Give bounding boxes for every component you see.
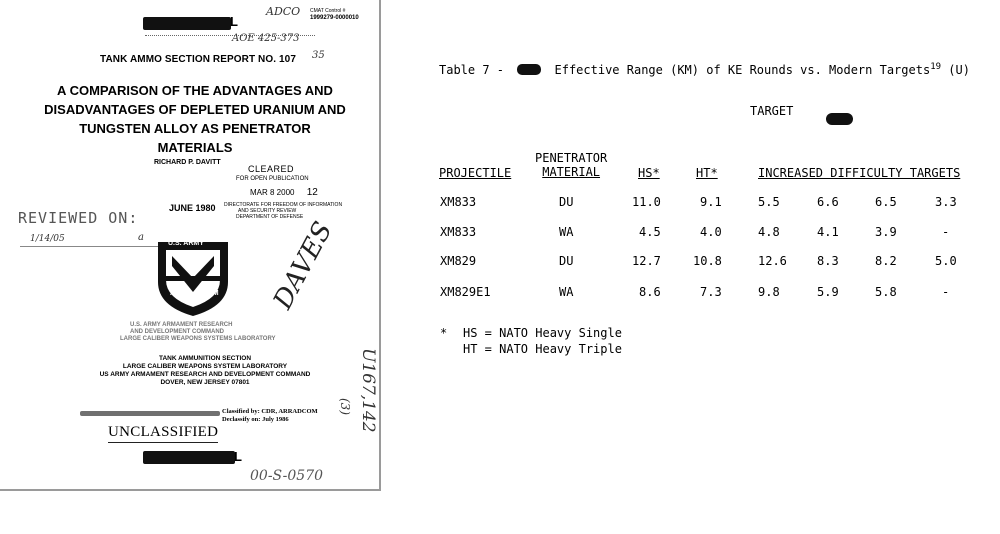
cell-t1: 12.6 (758, 254, 787, 268)
cell-hs: 4.5 (639, 225, 661, 239)
caption-main: Effective Range (KM) of KE Rounds vs. Modern Targets (554, 63, 931, 77)
faded-address-block (100, 322, 340, 343)
cmat-control-label: CMAT Control # (310, 8, 346, 14)
cell-t4: - (942, 225, 950, 239)
faded-line-2: AND DEVELOPMENT COMMAND (130, 329, 224, 335)
address-line-4: DOVER, NEW JERSEY 07801 (160, 379, 250, 386)
caption-redaction (517, 64, 541, 75)
redaction-bar-bottom (143, 451, 235, 464)
table-caption (439, 62, 970, 77)
col-header-material-1: PENETRATOR (535, 151, 608, 165)
cleared-directorate-3: DEPARTMENT OF DEFENSE (236, 214, 304, 220)
cell-projectile: XM829E1 (440, 285, 491, 299)
cell-t2: 6.6 (817, 195, 839, 209)
col-header-projectile: PROJECTILE (439, 166, 512, 180)
title-line-2: DISADVANTAGES OF DEPLETED URANIUM AND (44, 102, 346, 117)
unclassified-label: UNCLASSIFIED (108, 424, 219, 440)
reviewed-initials: a (138, 232, 144, 243)
col-header-ht: HT* (696, 166, 718, 180)
handwritten-bottom-code: 00-S-0570 (250, 468, 324, 484)
cell-material: WA (559, 285, 574, 299)
cmat-control-number: 1999279-0000010 (310, 15, 359, 21)
title-line-3: TUNGSTEN ALLOY AS PENETRATOR MATERIALS (79, 121, 311, 155)
cmat-control-block (310, 8, 359, 22)
cell-material: WA (559, 225, 574, 239)
address-line-3: US ARMY ARMAMENT RESEARCH AND DEVELOPMENT COMMAND (99, 371, 311, 378)
cell-t2: 4.1 (817, 225, 839, 239)
target-redaction (826, 113, 853, 125)
report-number: TANK AMMO SECTION REPORT NO. 107 (100, 54, 296, 65)
reviewed-on-stamp: REVIEWED ON: (18, 209, 139, 227)
cell-hs: 11.0 (632, 195, 661, 209)
footnote-star: * (440, 326, 448, 340)
col-header-hs: HS* (638, 166, 660, 180)
cell-hs: 8.6 (639, 285, 661, 299)
cover-stray-l: L (230, 14, 238, 29)
cleared-stamp (224, 164, 346, 220)
cell-ht: 10.8 (693, 254, 722, 268)
cell-ht: 7.3 (700, 285, 722, 299)
cell-t1: 9.8 (758, 285, 780, 299)
caption-superscript: 19 (930, 62, 942, 72)
cell-ht: 4.0 (700, 225, 722, 239)
faded-line-1: U.S. ARMY ARMAMENT RESEARCH (130, 322, 233, 328)
address-line-1: TANK AMMUNITION SECTION (158, 355, 252, 362)
cell-material: DU (559, 195, 574, 209)
cover-page (0, 0, 381, 491)
col-header-material (535, 151, 607, 179)
cell-projectile: XM829 (440, 254, 477, 268)
cell-t3: 6.5 (875, 195, 897, 209)
cell-t2: 8.3 (817, 254, 839, 268)
cell-t3: 3.9 (875, 225, 897, 239)
report-date: JUNE 1980 (169, 203, 216, 213)
cleared-day: 12 (306, 187, 318, 198)
seal-bottom-text: ARRADCOM (170, 290, 220, 297)
cleared-directorate-2: AND SECURITY REVIEW (238, 208, 297, 214)
handwritten-ref-code: AOE 425-373 (232, 33, 300, 44)
reviewed-underline (20, 246, 160, 247)
address-line-2: LARGE CALIBER WEAPONS SYSTEM LABORATORY (122, 363, 288, 370)
cell-t4: 3.3 (935, 195, 957, 209)
seal-top-text: U.S. ARMY (168, 240, 204, 247)
classified-by: Classified by: CDR, ARRADCOM (222, 408, 318, 415)
cell-t3: 8.2 (875, 254, 897, 268)
report-title (40, 81, 350, 157)
caption-suffix: (U) (948, 63, 970, 77)
reviewed-date: 1/14/05 (30, 234, 65, 244)
redaction-bar-top (143, 17, 231, 30)
cleared-directorate-1: DIRECTORATE FOR FREEDOM OF INFORMATION (224, 202, 343, 208)
handwritten-signature: DAVES (268, 217, 339, 315)
cell-material: DU (559, 254, 574, 268)
col-header-increased: INCREASED DIFFICULTY TARGETS (758, 166, 961, 180)
cell-t4: 5.0 (935, 254, 957, 268)
caption-prefix: Table 7 - (439, 63, 505, 77)
author-name: RICHARD P. DAVITT (154, 159, 221, 166)
cleared-sub: FOR OPEN PUBLICATION (236, 176, 309, 182)
redaction-bar-mid (80, 411, 220, 416)
handwritten-side-count: (3) (338, 398, 352, 415)
handwritten-page-number: 35 (312, 50, 325, 61)
cell-t1: 4.8 (758, 225, 780, 239)
declassify-on: Declassify on: July 1986 (222, 416, 289, 423)
unclassified-underline (108, 442, 218, 443)
cell-t4: - (942, 285, 950, 299)
arradcom-seal-icon (152, 236, 234, 318)
cleared-date-row (236, 188, 346, 198)
cell-projectile: XM833 (440, 225, 477, 239)
footnote-hs: HS = NATO Heavy Single (463, 326, 622, 340)
col-header-material-2: MATERIAL (542, 165, 601, 179)
cell-ht: 9.1 (700, 195, 722, 209)
cell-t1: 5.5 (758, 195, 780, 209)
handwritten-top-code: ADCO (266, 5, 301, 18)
footnote-ht: HT = NATO Heavy Triple (463, 342, 622, 356)
title-line-1: A COMPARISON OF THE ADVANTAGES AND (57, 83, 333, 98)
cell-hs: 12.7 (632, 254, 661, 268)
handwritten-side-code: U167,142 (358, 348, 378, 433)
cover-stray-l-bottom: L (234, 449, 242, 464)
faded-line-3: LARGE CALIBER WEAPONS SYSTEMS LABORATORY (120, 336, 276, 342)
cleared-date: MAR 8 2000 (250, 188, 295, 197)
cleared-label: CLEARED (248, 164, 295, 174)
target-header: TARGET (750, 104, 794, 118)
cell-t3: 5.8 (875, 285, 897, 299)
cell-projectile: XM833 (440, 195, 477, 209)
address-block (70, 355, 340, 387)
cell-t2: 5.9 (817, 285, 839, 299)
classification-block (222, 408, 318, 424)
